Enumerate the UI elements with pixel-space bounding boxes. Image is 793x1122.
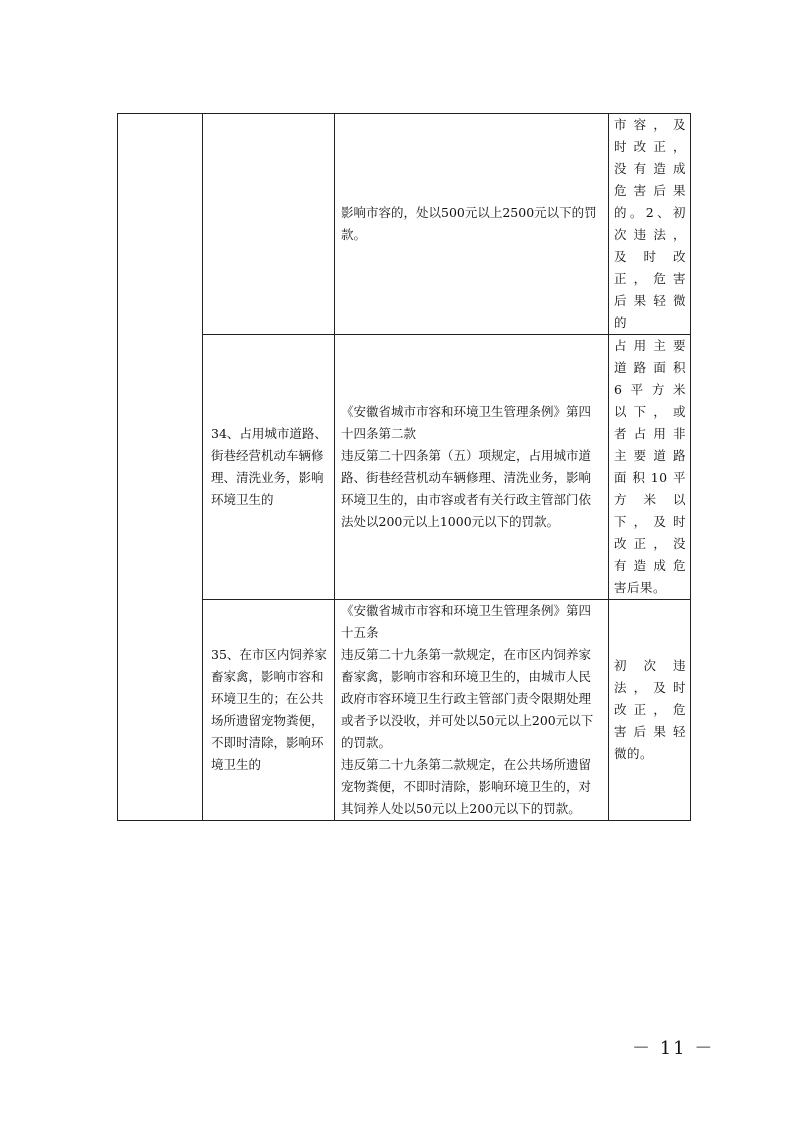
- legal-basis-cell: [335, 335, 609, 600]
- condition-line: 正，危害: [614, 271, 686, 286]
- condition-line: 的。2、初: [614, 205, 686, 220]
- item-text: 34、占用城市道路、街巷经营机动车辆修理、清洗业务，影响环境卫生的: [211, 426, 327, 507]
- condition-line: 者占用非: [614, 426, 686, 441]
- condition-line: 主要道路: [614, 448, 686, 463]
- condition-line: 以下，或: [614, 404, 686, 419]
- legal-basis-paragraph: 影响市容的，处以500元以上2500元以下的罚款。: [341, 205, 597, 242]
- legal-basis-paragraph: 《安徽省城市市容和环境卫生管理条例》第四十五条: [341, 603, 592, 640]
- condition-line: 微的。: [614, 746, 654, 761]
- item-cell: [203, 114, 335, 335]
- condition-line: 时改正，: [614, 139, 686, 154]
- condition-line: 市容，及: [614, 117, 686, 132]
- condition-line: 及时改: [614, 249, 686, 264]
- condition-line: 初次违: [614, 658, 686, 673]
- legal-basis-paragraph: 违反第二十九条第二款规定，在公共场所遗留宠物粪便，不即时清除，影响环境卫生的，对其饲养人处以50元以上200元以下的罚款。: [341, 757, 592, 816]
- table-row: [118, 114, 691, 335]
- condition-line: 占用主要: [614, 338, 686, 353]
- item-text: 35、在市区内饲养家畜家禽，影响市容和环境卫生的；在公共场所遗留宠物粪便，不即时清除，影响环境卫生的: [211, 647, 327, 772]
- regulation-table: [117, 113, 691, 821]
- table-row: [118, 600, 691, 821]
- condition-line: 改正，没: [614, 536, 686, 551]
- condition-cell: [609, 114, 691, 335]
- item-cell: [203, 600, 335, 821]
- table-row: [118, 335, 691, 600]
- condition-cell: [609, 335, 691, 600]
- condition-line: 害后果轻: [614, 724, 686, 739]
- category-cell: [118, 114, 203, 821]
- condition-line: 的: [614, 315, 628, 330]
- condition-line: 下，及时: [614, 514, 686, 529]
- item-cell: [203, 335, 335, 600]
- legal-basis-paragraph: 违反第二十九条第一款规定，在市区内饲养家畜家禽，影响市容和环境卫生的，由城市人民政府市容环境卫生行政主管部门责令限期处理或者予以没收，并可处以50元以上200元以下的罚款。: [341, 647, 594, 750]
- condition-line: 危害后果: [614, 183, 686, 198]
- condition-line: 面积10平: [614, 470, 686, 485]
- legal-basis-paragraph: 违反第二十四条第（五）项规定，占用城市道路、街巷经营机动车辆修理、清洗业务，影响环境卫生的，由市容或者有关行政主管部门依法处以200元以上1000元以下的罚款。: [341, 448, 592, 529]
- condition-line: 改正，危: [614, 702, 686, 717]
- condition-line: 害后果。: [614, 580, 667, 595]
- condition-line: 法，及时: [614, 680, 686, 695]
- condition-line: 没有造成: [614, 161, 686, 176]
- legal-basis-cell: [335, 114, 609, 335]
- condition-line: 6平方米: [614, 382, 686, 397]
- condition-line: 后果轻微: [614, 293, 686, 308]
- condition-line: 次违法，: [614, 227, 686, 242]
- condition-line: 有造成危: [614, 558, 686, 573]
- legal-basis-cell: [335, 600, 609, 821]
- condition-cell: [609, 600, 691, 821]
- condition-line: 方米以: [614, 492, 686, 507]
- legal-basis-paragraph: 《安徽省城市市容和环境卫生管理条例》第四十四条第二款: [341, 404, 592, 441]
- page-number: － 11 －: [632, 1038, 715, 1059]
- condition-line: 道路面积: [614, 360, 686, 375]
